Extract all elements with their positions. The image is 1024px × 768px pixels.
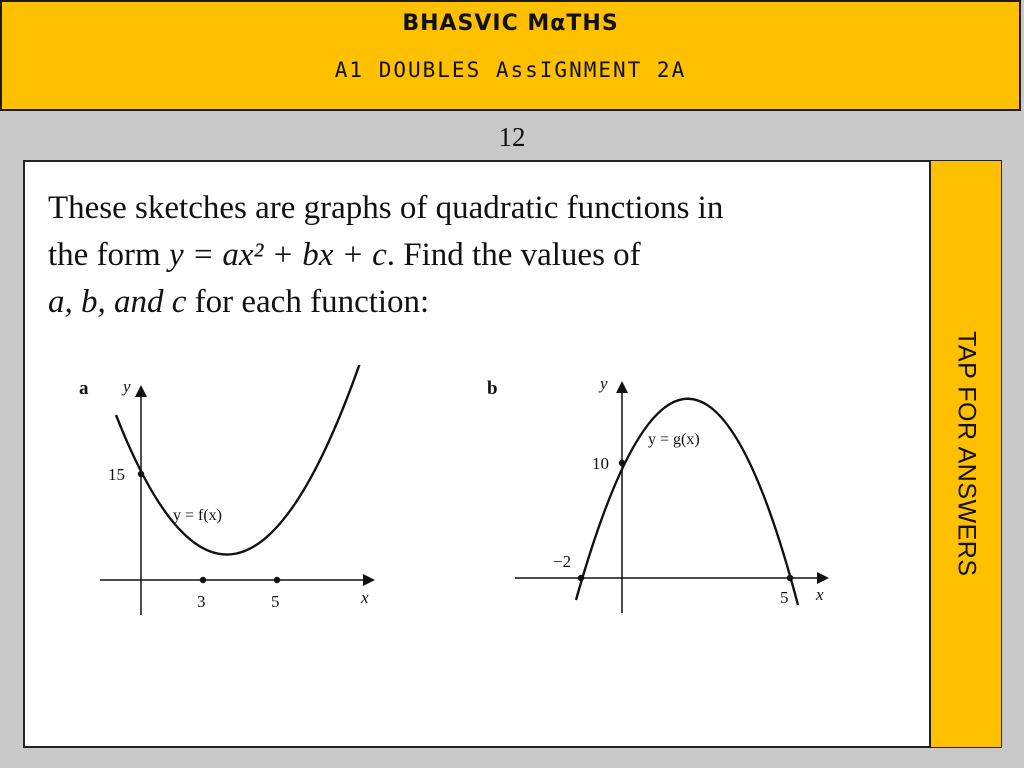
question-line-2 [48, 232, 918, 279]
graph-a [70, 365, 390, 630]
graph-b [480, 365, 850, 630]
graph-b-x-arrow [817, 572, 829, 584]
tap-for-answers-button[interactable] [929, 161, 1001, 747]
graph-b-root-point-2 [787, 575, 793, 581]
question-line-3-suffix: for each function: [186, 284, 430, 320]
graph-b-y-intercept-label: 10 [592, 454, 609, 473]
quadratic-equation: y = ax² + bx + c [168, 237, 387, 273]
graph-b-root-label-2: 5 [780, 588, 789, 607]
graph-a-y-label: y [123, 377, 131, 396]
graph-a-curve [116, 365, 360, 555]
question-line-2-suffix: . Find the values of [386, 237, 641, 273]
header-title: BHASVIC MαTHS [402, 11, 619, 36]
graph-b-y-intercept-point [619, 460, 625, 466]
header-banner [0, 0, 1021, 111]
slide-number: 12 [498, 122, 526, 152]
graph-a-x-arrow [363, 574, 375, 586]
question-line-1: These sketches are graphs of quadratic functions in [48, 190, 724, 226]
graph-a-root-label-2: 5 [271, 592, 280, 611]
graph-b-y-arrow [616, 381, 628, 393]
header-subtitle: A1 DOUBLES AssIGNMENT 2A [334, 58, 687, 82]
graph-a-root-point-2 [274, 577, 280, 583]
graph-a-y-arrow [135, 385, 147, 397]
question-line-2-prefix: the form [48, 237, 169, 273]
coefficient-names: a, b, and c [48, 284, 187, 320]
graph-b-part-label: b [487, 378, 498, 399]
graph-b-root-point-1 [578, 575, 584, 581]
tap-for-answers-label: TAP FOR ANSWERS [952, 331, 981, 577]
graph-a-y-intercept-point [138, 471, 144, 477]
graph-a-root-point-1 [200, 577, 206, 583]
graph-a-root-label-1: 3 [197, 592, 206, 611]
question-text [48, 185, 918, 326]
graph-b-y-label: y [600, 374, 608, 393]
graph-a-x-label: x [361, 588, 369, 607]
graph-b-root-label-1: −2 [553, 552, 572, 571]
graph-a-y-intercept-label: 15 [108, 465, 125, 484]
graph-b-x-label: x [816, 585, 824, 604]
graph-b-curve-label: y = g(x) [648, 431, 700, 448]
graph-a-part-label: a [79, 378, 89, 399]
graph-a-curve-label: y = f(x) [173, 507, 223, 524]
question-line-3 [48, 279, 918, 326]
graph-b-curve [576, 399, 798, 605]
